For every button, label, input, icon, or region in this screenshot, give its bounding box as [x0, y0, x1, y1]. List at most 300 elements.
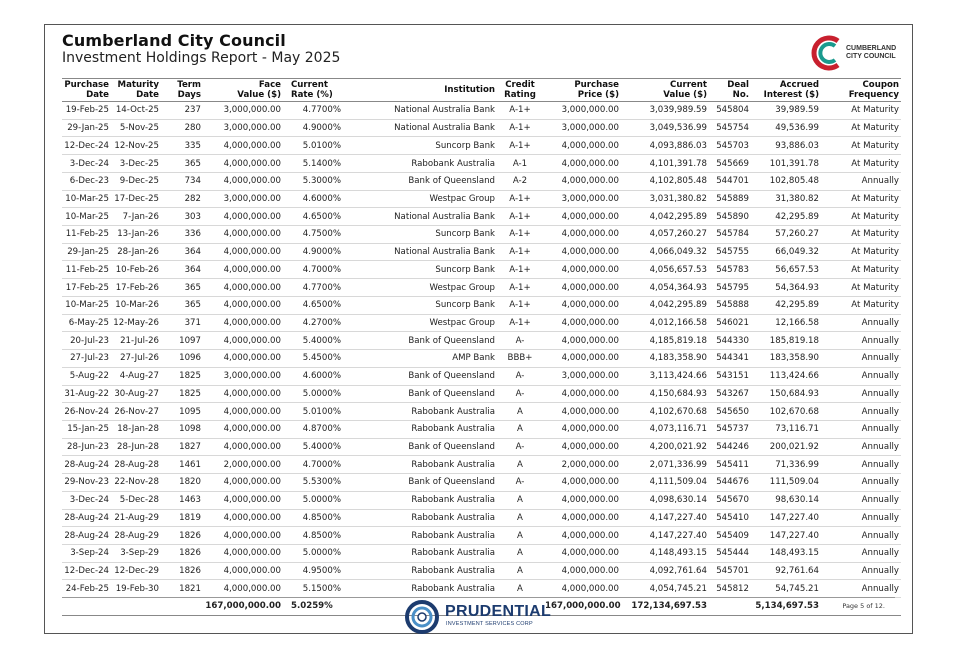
- table-cell: At Maturity: [821, 279, 901, 297]
- table-cell: A: [497, 420, 543, 438]
- table-cell: 4,000,000.00: [543, 403, 621, 421]
- table-cell: 12-May-26: [111, 314, 161, 332]
- total-cell: 5.0259%: [283, 598, 343, 616]
- table-cell: A-1+: [497, 279, 543, 297]
- table-cell: A: [497, 491, 543, 509]
- table-cell: 303: [161, 208, 203, 226]
- table-cell: 13-Jan-26: [111, 226, 161, 244]
- table-cell: A-1+: [497, 226, 543, 244]
- table-cell: A-1+: [497, 261, 543, 279]
- table-cell: 5.4000%: [283, 438, 343, 456]
- table-row: [62, 332, 901, 350]
- table-cell: 4,102,670.68: [621, 403, 709, 421]
- table-row: [62, 438, 901, 456]
- table-cell: 545784: [709, 226, 751, 244]
- table-cell: 4,000,000.00: [543, 261, 621, 279]
- table-cell: 4.2700%: [283, 314, 343, 332]
- table-cell: A-1+: [497, 102, 543, 120]
- table-cell: 101,391.78: [751, 155, 821, 173]
- total-cell: 172,134,697.53: [621, 598, 709, 616]
- table-cell: 365: [161, 155, 203, 173]
- table-cell: A: [497, 580, 543, 598]
- report-subtitle: Investment Holdings Report - May 2025: [62, 50, 341, 66]
- table-cell: Annually: [821, 491, 901, 509]
- table-cell: 4,012,166.58: [621, 314, 709, 332]
- table-cell: 4,000,000.00: [203, 243, 283, 261]
- table-cell: 49,536.99: [751, 119, 821, 137]
- table-cell: 5.0000%: [283, 385, 343, 403]
- table-cell: 29-Jan-25: [62, 243, 111, 261]
- table-cell: 20-Jul-23: [62, 332, 111, 350]
- table-cell: 545703: [709, 137, 751, 155]
- table-cell: Bank of Queensland: [343, 367, 497, 385]
- table-cell: 4,056,657.53: [621, 261, 709, 279]
- table-cell: Annually: [821, 385, 901, 403]
- table-cell: 1096: [161, 350, 203, 368]
- table-cell: 4,000,000.00: [543, 580, 621, 598]
- table-cell: Westpac Group: [343, 314, 497, 332]
- table-cell: 4,000,000.00: [203, 296, 283, 314]
- table-cell: Westpac Group: [343, 279, 497, 297]
- table-cell: Westpac Group: [343, 190, 497, 208]
- table-cell: 26-Nov-24: [62, 403, 111, 421]
- table-cell: 57,260.27: [751, 226, 821, 244]
- table-cell: 31,380.82: [751, 190, 821, 208]
- table-row: [62, 385, 901, 403]
- table-cell: 102,805.48: [751, 172, 821, 190]
- table-cell: 1819: [161, 509, 203, 527]
- table-cell: A-: [497, 332, 543, 350]
- table-cell: 113,424.66: [751, 367, 821, 385]
- table-cell: 4,000,000.00: [203, 527, 283, 545]
- table-cell: 12-Dec-24: [62, 562, 111, 580]
- table-cell: 4,000,000.00: [543, 474, 621, 492]
- table-cell: 98,630.14: [751, 491, 821, 509]
- table-cell: A: [497, 562, 543, 580]
- table-header-row: [62, 79, 901, 102]
- table-cell: 3,000,000.00: [203, 102, 283, 120]
- table-cell: 5.0100%: [283, 403, 343, 421]
- col-purchase-date: Purchase Date: [62, 79, 111, 102]
- table-cell: 200,021.92: [751, 438, 821, 456]
- table-cell: 544330: [709, 332, 751, 350]
- table-cell: 545444: [709, 544, 751, 562]
- table-cell: 545409: [709, 527, 751, 545]
- table-row: [62, 137, 901, 155]
- table-cell: 12-Nov-25: [111, 137, 161, 155]
- table-cell: 21-Jul-26: [111, 332, 161, 350]
- table-cell: 4,000,000.00: [203, 474, 283, 492]
- table-cell: 4,000,000.00: [203, 403, 283, 421]
- table-cell: 1826: [161, 544, 203, 562]
- table-cell: 3,000,000.00: [543, 119, 621, 137]
- table-cell: 364: [161, 261, 203, 279]
- table-cell: 1098: [161, 420, 203, 438]
- table-cell: 6-Dec-23: [62, 172, 111, 190]
- table-cell: A: [497, 509, 543, 527]
- table-cell: 4,148,493.15: [621, 544, 709, 562]
- table-cell: 4,000,000.00: [203, 155, 283, 173]
- table-cell: 371: [161, 314, 203, 332]
- table-cell: 4.9500%: [283, 562, 343, 580]
- table-row: [62, 562, 901, 580]
- table-cell: 5.0100%: [283, 137, 343, 155]
- table-cell: 4,000,000.00: [543, 385, 621, 403]
- table-cell: Rabobank Australia: [343, 420, 497, 438]
- table-cell: 28-Aug-29: [111, 527, 161, 545]
- prudential-logo: [405, 600, 555, 634]
- table-cell: Bank of Queensland: [343, 172, 497, 190]
- holdings-table: [62, 78, 901, 616]
- col-accrued-interest: Accrued Interest ($): [751, 79, 821, 102]
- table-cell: National Australia Bank: [343, 102, 497, 120]
- table-cell: 5.5300%: [283, 474, 343, 492]
- table-cell: 3-Dec-24: [62, 491, 111, 509]
- table-row: [62, 279, 901, 297]
- logo-text-line2: CITY COUNCIL: [846, 53, 896, 60]
- table-cell: BBB+: [497, 350, 543, 368]
- table-cell: 3,049,536.99: [621, 119, 709, 137]
- table-row: [62, 190, 901, 208]
- table-cell: Annually: [821, 420, 901, 438]
- table-cell: 54,364.93: [751, 279, 821, 297]
- table-cell: 545410: [709, 509, 751, 527]
- table-cell: 4.9000%: [283, 119, 343, 137]
- page-number: Page 5 of 12.: [842, 602, 885, 610]
- table-cell: 18-Jan-28: [111, 420, 161, 438]
- table-cell: Rabobank Australia: [343, 562, 497, 580]
- table-cell: 4,000,000.00: [203, 438, 283, 456]
- table-cell: At Maturity: [821, 226, 901, 244]
- table-cell: 28-Jun-28: [111, 438, 161, 456]
- table-cell: 150,684.93: [751, 385, 821, 403]
- table-cell: 4.7700%: [283, 279, 343, 297]
- table-cell: 4,101,391.78: [621, 155, 709, 173]
- table-cell: 2,000,000.00: [203, 456, 283, 474]
- table-cell: A-1+: [497, 208, 543, 226]
- table-cell: Annually: [821, 350, 901, 368]
- table-cell: 5-Aug-22: [62, 367, 111, 385]
- table-cell: A-: [497, 385, 543, 403]
- col-institution: Institution: [343, 79, 497, 102]
- table-cell: 545755: [709, 243, 751, 261]
- table-row: [62, 172, 901, 190]
- table-cell: 4,000,000.00: [203, 544, 283, 562]
- table-cell: 73,116.71: [751, 420, 821, 438]
- table-cell: 4,000,000.00: [543, 226, 621, 244]
- table-cell: 4,147,227.40: [621, 509, 709, 527]
- table-cell: 4,054,745.21: [621, 580, 709, 598]
- table-cell: 543267: [709, 385, 751, 403]
- table-cell: 5-Dec-28: [111, 491, 161, 509]
- table-cell: 280: [161, 119, 203, 137]
- table-cell: 185,819.18: [751, 332, 821, 350]
- table-cell: 28-Aug-24: [62, 527, 111, 545]
- table-cell: 4,000,000.00: [543, 420, 621, 438]
- table-cell: 364: [161, 243, 203, 261]
- total-cell: 167,000,000.00: [543, 598, 621, 616]
- table-row: [62, 226, 901, 244]
- table-cell: 9-Dec-25: [111, 172, 161, 190]
- table-row: [62, 155, 901, 173]
- table-cell: 3,000,000.00: [203, 367, 283, 385]
- table-cell: A-1+: [497, 243, 543, 261]
- table-cell: 148,493.15: [751, 544, 821, 562]
- table-cell: 4,000,000.00: [203, 226, 283, 244]
- table-cell: Bank of Queensland: [343, 332, 497, 350]
- table-cell: 4.8500%: [283, 509, 343, 527]
- table-cell: 30-Aug-27: [111, 385, 161, 403]
- table-row: [62, 474, 901, 492]
- table-cell: 4,093,886.03: [621, 137, 709, 155]
- table-cell: 4.7700%: [283, 102, 343, 120]
- table-cell: A: [497, 544, 543, 562]
- report-page: [44, 24, 913, 634]
- table-cell: At Maturity: [821, 208, 901, 226]
- table-cell: 4,200,021.92: [621, 438, 709, 456]
- table-cell: 4,057,260.27: [621, 226, 709, 244]
- table-cell: 3,031,380.82: [621, 190, 709, 208]
- table-cell: 4,147,227.40: [621, 527, 709, 545]
- table-cell: 5.0000%: [283, 544, 343, 562]
- table-row: [62, 491, 901, 509]
- col-credit-rating: Credit Rating: [497, 79, 543, 102]
- table-cell: Annually: [821, 456, 901, 474]
- table-cell: 4,102,805.48: [621, 172, 709, 190]
- table-cell: 183,358.90: [751, 350, 821, 368]
- table-cell: 4,000,000.00: [543, 172, 621, 190]
- table-cell: 3,000,000.00: [543, 102, 621, 120]
- table-cell: 54,745.21: [751, 580, 821, 598]
- table-cell: 92,761.64: [751, 562, 821, 580]
- table-cell: 4,000,000.00: [543, 491, 621, 509]
- table-cell: 21-Aug-29: [111, 509, 161, 527]
- table-cell: 24-Feb-25: [62, 580, 111, 598]
- footer-divider: [62, 597, 895, 598]
- table-cell: Rabobank Australia: [343, 509, 497, 527]
- total-cell: [161, 598, 203, 616]
- table-cell: 4,000,000.00: [543, 350, 621, 368]
- table-cell: 3,000,000.00: [203, 190, 283, 208]
- table-cell: Rabobank Australia: [343, 403, 497, 421]
- table-cell: 17-Dec-25: [111, 190, 161, 208]
- table-cell: 545889: [709, 190, 751, 208]
- table-cell: 5.0000%: [283, 491, 343, 509]
- table-cell: Annually: [821, 438, 901, 456]
- table-cell: A: [497, 527, 543, 545]
- table-cell: At Maturity: [821, 243, 901, 261]
- table-cell: 544341: [709, 350, 751, 368]
- table-cell: 4,000,000.00: [543, 314, 621, 332]
- table-cell: 545737: [709, 420, 751, 438]
- table-cell: Annually: [821, 474, 901, 492]
- table-cell: 545804: [709, 102, 751, 120]
- table-cell: Annually: [821, 509, 901, 527]
- table-cell: 545670: [709, 491, 751, 509]
- table-cell: 4.7500%: [283, 226, 343, 244]
- table-cell: Suncorp Bank: [343, 296, 497, 314]
- table-cell: 71,336.99: [751, 456, 821, 474]
- table-cell: 56,657.53: [751, 261, 821, 279]
- table-cell: National Australia Bank: [343, 208, 497, 226]
- table-cell: 15-Jan-25: [62, 420, 111, 438]
- table-row: [62, 314, 901, 332]
- table-row: [62, 296, 901, 314]
- table-row: [62, 527, 901, 545]
- table-cell: 4,000,000.00: [543, 279, 621, 297]
- table-cell: 14-Oct-25: [111, 102, 161, 120]
- table-cell: 1825: [161, 367, 203, 385]
- table-cell: 365: [161, 279, 203, 297]
- table-cell: 4,000,000.00: [543, 243, 621, 261]
- logo-text-line1: CUMBERLAND: [846, 45, 897, 52]
- total-cell: [111, 598, 161, 616]
- table-row: [62, 456, 901, 474]
- table-cell: A-1+: [497, 314, 543, 332]
- table-cell: 545669: [709, 155, 751, 173]
- table-cell: National Australia Bank: [343, 119, 497, 137]
- prudential-name: PRUDENTIAL: [445, 603, 552, 620]
- table-cell: 2,071,336.99: [621, 456, 709, 474]
- table-cell: 335: [161, 137, 203, 155]
- table-cell: 10-Mar-26: [111, 296, 161, 314]
- table-cell: 28-Aug-24: [62, 456, 111, 474]
- total-cell: 167,000,000.00: [203, 598, 283, 616]
- table-cell: 17-Feb-25: [62, 279, 111, 297]
- table-cell: 1826: [161, 527, 203, 545]
- table-cell: 4,098,630.14: [621, 491, 709, 509]
- table-cell: 1827: [161, 438, 203, 456]
- table-cell: At Maturity: [821, 190, 901, 208]
- table-cell: 31-Aug-22: [62, 385, 111, 403]
- table-cell: Annually: [821, 403, 901, 421]
- table-cell: 4,000,000.00: [543, 544, 621, 562]
- table-cell: 4,150,684.93: [621, 385, 709, 403]
- table-cell: 4,000,000.00: [543, 137, 621, 155]
- table-cell: 4,092,761.64: [621, 562, 709, 580]
- table-cell: 1095: [161, 403, 203, 421]
- table-cell: 545888: [709, 296, 751, 314]
- table-cell: 10-Mar-25: [62, 296, 111, 314]
- table-cell: Annually: [821, 562, 901, 580]
- table-cell: 12,166.58: [751, 314, 821, 332]
- table-cell: 3,039,989.59: [621, 102, 709, 120]
- table-cell: 1097: [161, 332, 203, 350]
- table-cell: 545795: [709, 279, 751, 297]
- table-cell: 3,113,424.66: [621, 367, 709, 385]
- table-row: [62, 544, 901, 562]
- table-cell: 4.8700%: [283, 420, 343, 438]
- table-cell: Rabobank Australia: [343, 580, 497, 598]
- table-cell: 10-Mar-25: [62, 190, 111, 208]
- table-cell: National Australia Bank: [343, 243, 497, 261]
- table-cell: 1821: [161, 580, 203, 598]
- table-cell: 336: [161, 226, 203, 244]
- table-cell: 42,295.89: [751, 208, 821, 226]
- table-cell: 4,000,000.00: [543, 332, 621, 350]
- table-cell: 1825: [161, 385, 203, 403]
- table-cell: 545812: [709, 580, 751, 598]
- table-cell: Annually: [821, 580, 901, 598]
- table-cell: 4,000,000.00: [203, 172, 283, 190]
- table-cell: Rabobank Australia: [343, 456, 497, 474]
- col-coupon-frequency: Coupon Frequency: [821, 79, 901, 102]
- table-cell: 4,000,000.00: [203, 509, 283, 527]
- table-cell: A-: [497, 438, 543, 456]
- table-cell: 545754: [709, 119, 751, 137]
- table-cell: A-1+: [497, 119, 543, 137]
- table-cell: 237: [161, 102, 203, 120]
- table-cell: 4,000,000.00: [543, 296, 621, 314]
- table-cell: 28-Aug-24: [62, 509, 111, 527]
- table-cell: 4,000,000.00: [203, 385, 283, 403]
- table-cell: 29-Jan-25: [62, 119, 111, 137]
- table-cell: 3,000,000.00: [203, 119, 283, 137]
- table-cell: 28-Jan-26: [111, 243, 161, 261]
- table-cell: 93,886.03: [751, 137, 821, 155]
- table-cell: 42,295.89: [751, 296, 821, 314]
- table-cell: 3-Dec-25: [111, 155, 161, 173]
- table-cell: 4,000,000.00: [203, 562, 283, 580]
- table-cell: Suncorp Bank: [343, 261, 497, 279]
- table-cell: 29-Nov-23: [62, 474, 111, 492]
- table-cell: 4.7000%: [283, 456, 343, 474]
- table-cell: 12-Dec-29: [111, 562, 161, 580]
- table-cell: Annually: [821, 172, 901, 190]
- table-cell: A-: [497, 367, 543, 385]
- table-cell: 4,000,000.00: [203, 350, 283, 368]
- table-cell: 4,000,000.00: [203, 314, 283, 332]
- table-cell: Annually: [821, 527, 901, 545]
- table-cell: 39,989.59: [751, 102, 821, 120]
- table-cell: 544701: [709, 172, 751, 190]
- table-cell: 4,000,000.00: [203, 491, 283, 509]
- table-cell: 5.1500%: [283, 580, 343, 598]
- table-cell: A-1: [497, 155, 543, 173]
- total-cell: [709, 598, 751, 616]
- table-cell: 3-Sep-24: [62, 544, 111, 562]
- table-cell: 545411: [709, 456, 751, 474]
- table-row: [62, 403, 901, 421]
- table-row: [62, 208, 901, 226]
- table-row: [62, 367, 901, 385]
- table-cell: 3-Dec-24: [62, 155, 111, 173]
- table-cell: At Maturity: [821, 296, 901, 314]
- table-cell: 4-Aug-27: [111, 367, 161, 385]
- col-current-rate: Current Rate (%): [283, 79, 343, 102]
- table-cell: 4,183,358.90: [621, 350, 709, 368]
- table-cell: 10-Feb-26: [111, 261, 161, 279]
- table-cell: A-: [497, 474, 543, 492]
- table-cell: Rabobank Australia: [343, 491, 497, 509]
- table-cell: Bank of Queensland: [343, 385, 497, 403]
- table-cell: 365: [161, 296, 203, 314]
- col-term-days: Term Days: [161, 79, 203, 102]
- table-row: [62, 580, 901, 598]
- table-cell: 3,000,000.00: [543, 190, 621, 208]
- table-cell: Bank of Queensland: [343, 474, 497, 492]
- table-cell: 4.6000%: [283, 190, 343, 208]
- table-cell: 6-May-25: [62, 314, 111, 332]
- table-cell: Annually: [821, 314, 901, 332]
- table-cell: A-1+: [497, 190, 543, 208]
- table-row: [62, 102, 901, 120]
- table-cell: 4.7000%: [283, 261, 343, 279]
- prudential-logo-icon: [405, 600, 441, 634]
- table-cell: 546021: [709, 314, 751, 332]
- table-cell: At Maturity: [821, 261, 901, 279]
- table-cell: 7-Jan-26: [111, 208, 161, 226]
